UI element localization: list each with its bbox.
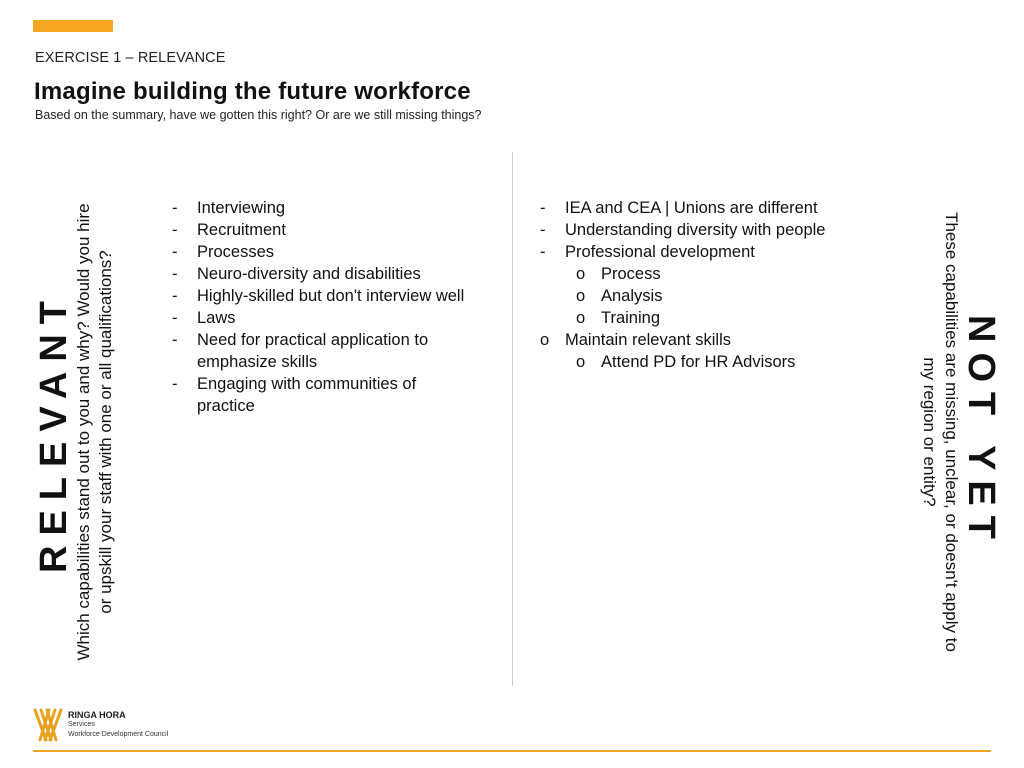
list-subitem: o Process xyxy=(576,265,661,283)
list-item: - Interviewing xyxy=(172,199,286,217)
not-yet-question-line-1: These capabilities are missing, unclear, or doesn't apply to xyxy=(942,212,961,652)
page-subtitle: Based on the summary, have we gotten this right? Or are we still missing things? xyxy=(35,108,482,122)
relevant-heading: RELEVANT xyxy=(33,291,75,573)
list-item: - Engaging with communities of practice xyxy=(172,375,417,415)
relevant-list xyxy=(172,197,512,417)
logo-tagline: Workforce Development Council xyxy=(68,731,169,738)
relevant-question-line-2: or upskill your staff with one or all qualifications? xyxy=(96,250,115,614)
relevant-side-label xyxy=(33,182,115,682)
logo-services: Services xyxy=(68,721,95,728)
logo-name: RINGA HORA xyxy=(68,710,126,720)
page-title: Imagine building the future workforce xyxy=(34,78,471,105)
column-divider xyxy=(512,152,513,686)
footer-rule xyxy=(33,750,991,752)
list-item: - Highly-skilled but don't interview well xyxy=(172,287,465,305)
not-yet-side-label xyxy=(910,162,1000,702)
list-item: - Laws xyxy=(172,309,236,327)
list-item: - Professional development xyxy=(540,243,755,261)
woven-mark-icon xyxy=(32,706,64,744)
ringa-hora-logo xyxy=(32,706,168,744)
not-yet-question-line-2: my region or entity? xyxy=(920,357,939,507)
list-item: - Understanding diversity with people xyxy=(540,221,826,239)
list-item: - Processes xyxy=(172,243,275,261)
list-subitem: o Attend PD for HR Advisors xyxy=(576,353,796,371)
list-item: o Maintain relevant skills xyxy=(540,331,731,349)
list-item: - IEA and CEA | Unions are different xyxy=(540,199,818,217)
list-subitem: o Analysis xyxy=(576,287,663,305)
list-item: - Need for practical application to emphasize skills xyxy=(172,331,429,371)
not-yet-list xyxy=(540,197,880,373)
list-item: - Neuro-diversity and disabilities xyxy=(172,265,421,283)
exercise-label: EXERCISE 1 – RELEVANCE xyxy=(35,50,226,66)
list-item: - Recruitment xyxy=(172,221,286,239)
not-yet-heading: NOT YET xyxy=(960,315,1002,549)
list-subitem: o Training xyxy=(576,309,660,327)
accent-bar xyxy=(33,20,113,32)
relevant-question-line-1: Which capabilities stand out to you and why? Would you hire xyxy=(74,203,93,661)
